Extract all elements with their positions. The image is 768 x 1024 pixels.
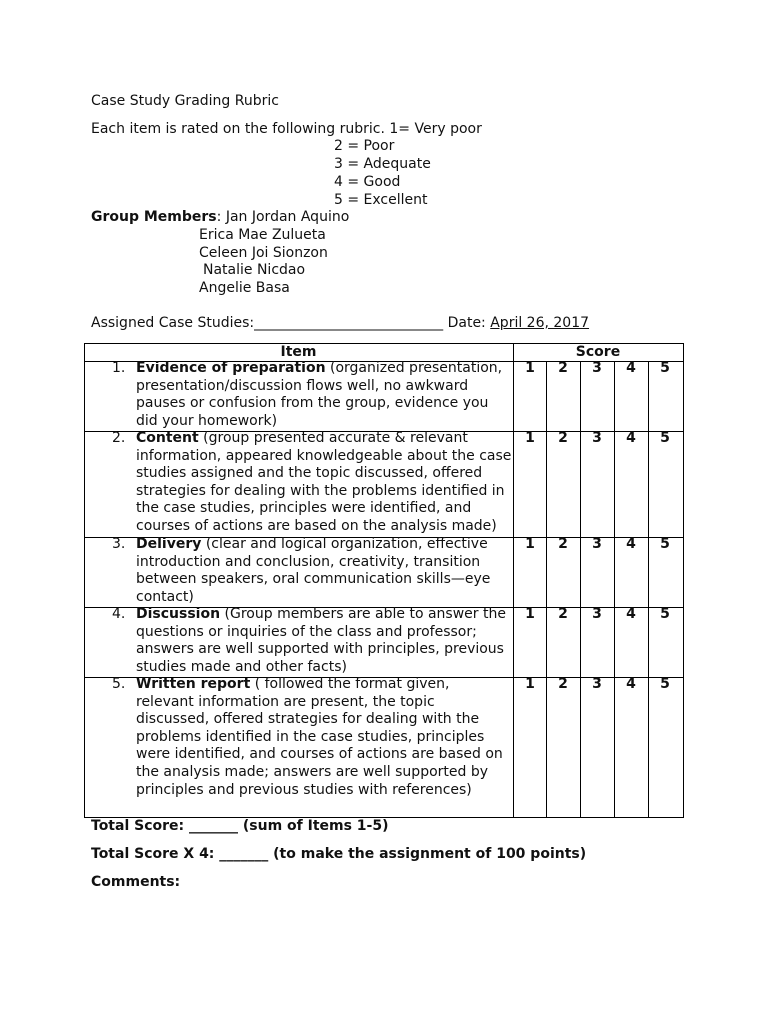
score-option-1[interactable]: 1 — [525, 430, 535, 446]
item-description: the analysis made; answers are well supported by — [136, 764, 489, 780]
score-option-1[interactable]: 1 — [525, 676, 535, 692]
group-member: Natalie Nicdao — [203, 262, 306, 278]
score-option-5[interactable]: 5 — [660, 676, 670, 692]
item-description: studies made and other facts) — [136, 658, 347, 675]
score-option-4[interactable]: 4 — [626, 676, 636, 692]
item-description: (clear and logical organization, effective — [201, 536, 488, 552]
rubric-level: 4 = Good — [334, 174, 401, 190]
score-option-1[interactable]: 1 — [525, 536, 535, 552]
item-description: courses of actions are based on the analysis made) — [136, 518, 497, 534]
item-description: contact) — [136, 588, 194, 605]
item-number: 1. — [112, 360, 126, 376]
item-number: 2. — [112, 430, 126, 446]
item-description: studies assigned and the topic discussed, offered — [136, 465, 483, 482]
rubric-level: 2 = Poor — [334, 138, 395, 154]
date-value: April 26, 2017 — [490, 315, 590, 331]
item-description-first-line — [136, 676, 449, 694]
item-description: questions or inquiries of the class and professor; — [136, 623, 477, 640]
item-description-first-line — [136, 360, 502, 378]
score-option-1[interactable]: 1 — [525, 360, 535, 376]
total-score-x4: Total Score X 4: _______ (to make the assignment of 100 points) — [91, 846, 587, 862]
score-option-5[interactable]: 5 — [660, 606, 670, 622]
score-option-4[interactable]: 4 — [626, 536, 636, 552]
table-border-top — [84, 343, 684, 344]
group-member: Erica Mae Zulueta — [199, 227, 326, 243]
item-description: answers are well supported with principles, previous — [136, 641, 504, 658]
header-score: Score — [575, 344, 621, 360]
table-border-right — [683, 343, 684, 818]
group-member: Jan Jordan Aquino — [225, 209, 350, 225]
table-border-left — [84, 343, 85, 818]
score-option-3[interactable]: 3 — [592, 606, 602, 622]
total-score: Total Score: _______ (sum of Items 1-5) — [91, 818, 389, 834]
item-description: strategies for dealing with the problems identified in — [136, 482, 505, 499]
item-title: Content — [136, 430, 199, 446]
item-description: information, appeared knowledgeable about the case — [136, 447, 512, 464]
score-option-2[interactable]: 2 — [558, 360, 568, 376]
score-option-5[interactable]: 5 — [660, 430, 670, 446]
score-option-3[interactable]: 3 — [592, 676, 602, 692]
group-members-label: Group Members — [91, 209, 217, 225]
item-title: Discussion — [136, 606, 221, 622]
item-number: 3. — [112, 536, 126, 552]
score-option-5[interactable]: 5 — [660, 536, 670, 552]
item-description-first-line — [136, 536, 488, 554]
item-description: discussed, offered strategies for dealing with the — [136, 711, 480, 728]
comments-label: Comments: — [91, 874, 181, 890]
item-number: 5. — [112, 676, 126, 692]
score-option-2[interactable]: 2 — [558, 606, 568, 622]
item-description: introduction and conclusion, creativity, transition — [136, 553, 481, 570]
score-option-3[interactable]: 3 — [592, 360, 602, 376]
score-option-4[interactable]: 4 — [626, 360, 636, 376]
item-description: did your homework) — [136, 412, 278, 429]
item-description: presentation/discussion flows well, no awkward — [136, 377, 469, 394]
group-member: Angelie Basa — [199, 280, 290, 296]
score-option-1[interactable]: 1 — [525, 606, 535, 622]
page-title: Case Study Grading Rubric — [91, 93, 279, 109]
header-item: Item — [280, 344, 317, 360]
score-option-5[interactable]: 5 — [660, 360, 670, 376]
score-option-2[interactable]: 2 — [558, 676, 568, 692]
item-description-first-line — [136, 606, 506, 624]
rubric-level: 3 = Adequate — [334, 156, 431, 172]
score-option-3[interactable]: 3 — [592, 430, 602, 446]
date-label: Date: — [447, 315, 486, 331]
item-title: Delivery — [136, 536, 202, 552]
score-option-2[interactable]: 2 — [558, 536, 568, 552]
item-description-first-line — [136, 430, 468, 448]
item-title: Written report — [136, 676, 251, 692]
item-description: pauses or confusion from the group, evidence you — [136, 395, 489, 412]
item-description: (organized presentation, — [325, 360, 503, 376]
table-column-divider — [513, 343, 514, 818]
rubric-level: 5 = Excellent — [334, 192, 428, 208]
item-description: (group presented accurate & relevant — [198, 430, 468, 446]
item-description: (Group members are able to answer the — [220, 606, 506, 622]
score-option-4[interactable]: 4 — [626, 606, 636, 622]
rubric-intro: Each item is rated on the following rubric. 1= Very poor — [91, 121, 482, 137]
group-members: Group Members: Jan Jordan Aquino — [91, 209, 350, 225]
item-description: were identified, and courses of actions are based on — [136, 746, 503, 763]
item-description: the case studies, principles were identified, and — [136, 500, 472, 517]
item-title: Evidence of preparation — [136, 360, 326, 376]
assigned-blank: ___________________________ — [254, 315, 444, 331]
item-description: between speakers, oral communication skills—eye — [136, 571, 491, 588]
item-description: principles and previous studies with references) — [136, 781, 472, 798]
item-description: ( followed the format given, — [250, 676, 450, 692]
score-option-2[interactable]: 2 — [558, 430, 568, 446]
item-description: problems identified in the case studies, principles — [136, 728, 485, 745]
item-description: relevant information are present, the topic — [136, 693, 435, 710]
item-number: 4. — [112, 606, 126, 622]
score-option-4[interactable]: 4 — [626, 430, 636, 446]
score-option-3[interactable]: 3 — [592, 536, 602, 552]
assigned-label: Assigned Case Studies: — [91, 315, 255, 331]
group-member: Celeen Joi Sionzon — [199, 245, 328, 261]
